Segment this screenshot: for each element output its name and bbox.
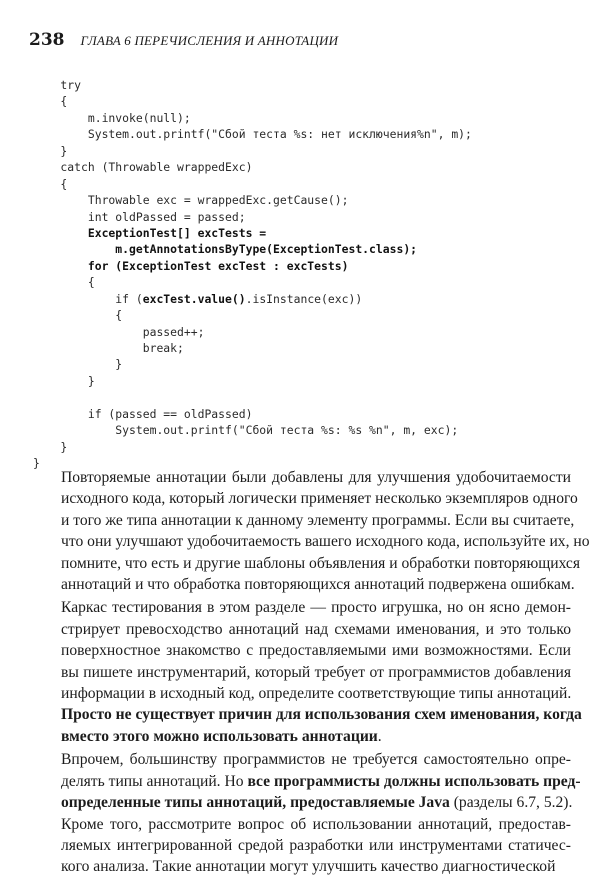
- code-line: [33, 389, 472, 405]
- text-line: вместо этого можно использовать аннотации.: [61, 727, 382, 745]
- paragraph: [61, 467, 590, 595]
- code-line: }: [33, 439, 68, 454]
- paragraph: [61, 597, 582, 747]
- code-line: int oldPassed = passed;: [33, 209, 246, 224]
- code-line: {: [33, 94, 68, 109]
- text-line: стрирует превосходство аннотаций над схемами именования, и это только: [61, 620, 571, 638]
- running-header: [29, 30, 338, 52]
- code-line: for (ExceptionTest excTest : excTests): [33, 258, 349, 273]
- code-line: if (excTest.value().isInstance(exc)): [33, 291, 363, 306]
- text-line: Впрочем, большинству программистов не требуется самостоятельно опре-: [61, 751, 571, 769]
- text-line: вы пишете инструментарий, который требует от программистов добавления: [61, 663, 571, 681]
- text-line: поверхностное знакомство с предоставляемыми ими возможностями. Если: [61, 642, 571, 660]
- text-line: и того же типа аннотации к данному элементу программы. Если вы считаете,: [61, 511, 575, 529]
- code-line: Throwable exc = wrappedExc.getCause();: [33, 193, 349, 208]
- text-line: ляемых интегрированной средой разработки или инструментами статичес-: [61, 836, 571, 854]
- text-line: помните, что есть и другие шаблоны объявления и обработки повторяющихся: [61, 554, 581, 572]
- code-line: }: [33, 373, 95, 388]
- code-line: try: [33, 78, 82, 92]
- code-line: passed++;: [33, 324, 205, 339]
- code-line: System.out.printf("Сбой теста %s: %s %n", m, exc);: [33, 423, 459, 438]
- code-line: ExceptionTest[] excTests =: [33, 225, 267, 240]
- code-line: }: [33, 456, 40, 471]
- code-listing: [33, 77, 472, 472]
- code-line: {: [33, 308, 123, 323]
- body-text: [61, 467, 590, 878]
- code-line: {: [33, 176, 68, 191]
- page-number: 238: [29, 30, 65, 50]
- text-line: аннотаций и что обработка повторяющихся аннотаций подвержена ошибкам.: [61, 576, 575, 594]
- code-line: System.out.printf("Сбой теста %s: нет исключения%n", m);: [33, 127, 472, 142]
- text-line: Просто не существует причин для использования схем именования, когда: [61, 706, 582, 724]
- code-line: m.invoke(null);: [33, 110, 191, 125]
- text-line: Повторяемые аннотации были добавлены для улучшения удобочитаемости: [61, 469, 571, 486]
- text-line: определенные типы аннотаций, предоставляемые Java (разделы 6.7, 5.2).: [61, 794, 573, 812]
- code-line: {: [33, 275, 95, 290]
- text-line: что они улучшают удобочитаемость вашего исходного кода, используйте их, но: [61, 533, 590, 551]
- text-line: информации в исходный код, определите соответствующие типы аннотаций.: [61, 685, 572, 703]
- text-line: Кроме того, рассмотрите вопрос об использовании аннотаций, предостав-: [61, 815, 571, 833]
- code-line: m.getAnnotationsByType(ExceptionTest.class);: [33, 242, 418, 257]
- text-line: кого анализа. Такие аннотации могут улучшить качество диагностической: [61, 858, 556, 876]
- code-line: catch (Throwable wrappedExc): [33, 160, 253, 175]
- code-line: break;: [33, 341, 184, 355]
- paragraph: [61, 749, 581, 877]
- code-line: if (passed == oldPassed): [33, 406, 253, 421]
- code-line: }: [33, 143, 68, 158]
- code-line: }: [33, 357, 123, 372]
- text-line: Каркас тестирования в этом разделе — просто игрушка, но он ясно демон-: [61, 599, 571, 617]
- text-line: исходного кода, который логически применяет несколько экземпляров одного: [61, 490, 578, 508]
- chapter-title: ГЛАВА 6 ПЕРЕЧИСЛЕНИЯ И АННОТАЦИИ: [80, 33, 339, 48]
- text-line: делять типы аннотаций. Но все программисты должны использовать пред-: [61, 772, 581, 790]
